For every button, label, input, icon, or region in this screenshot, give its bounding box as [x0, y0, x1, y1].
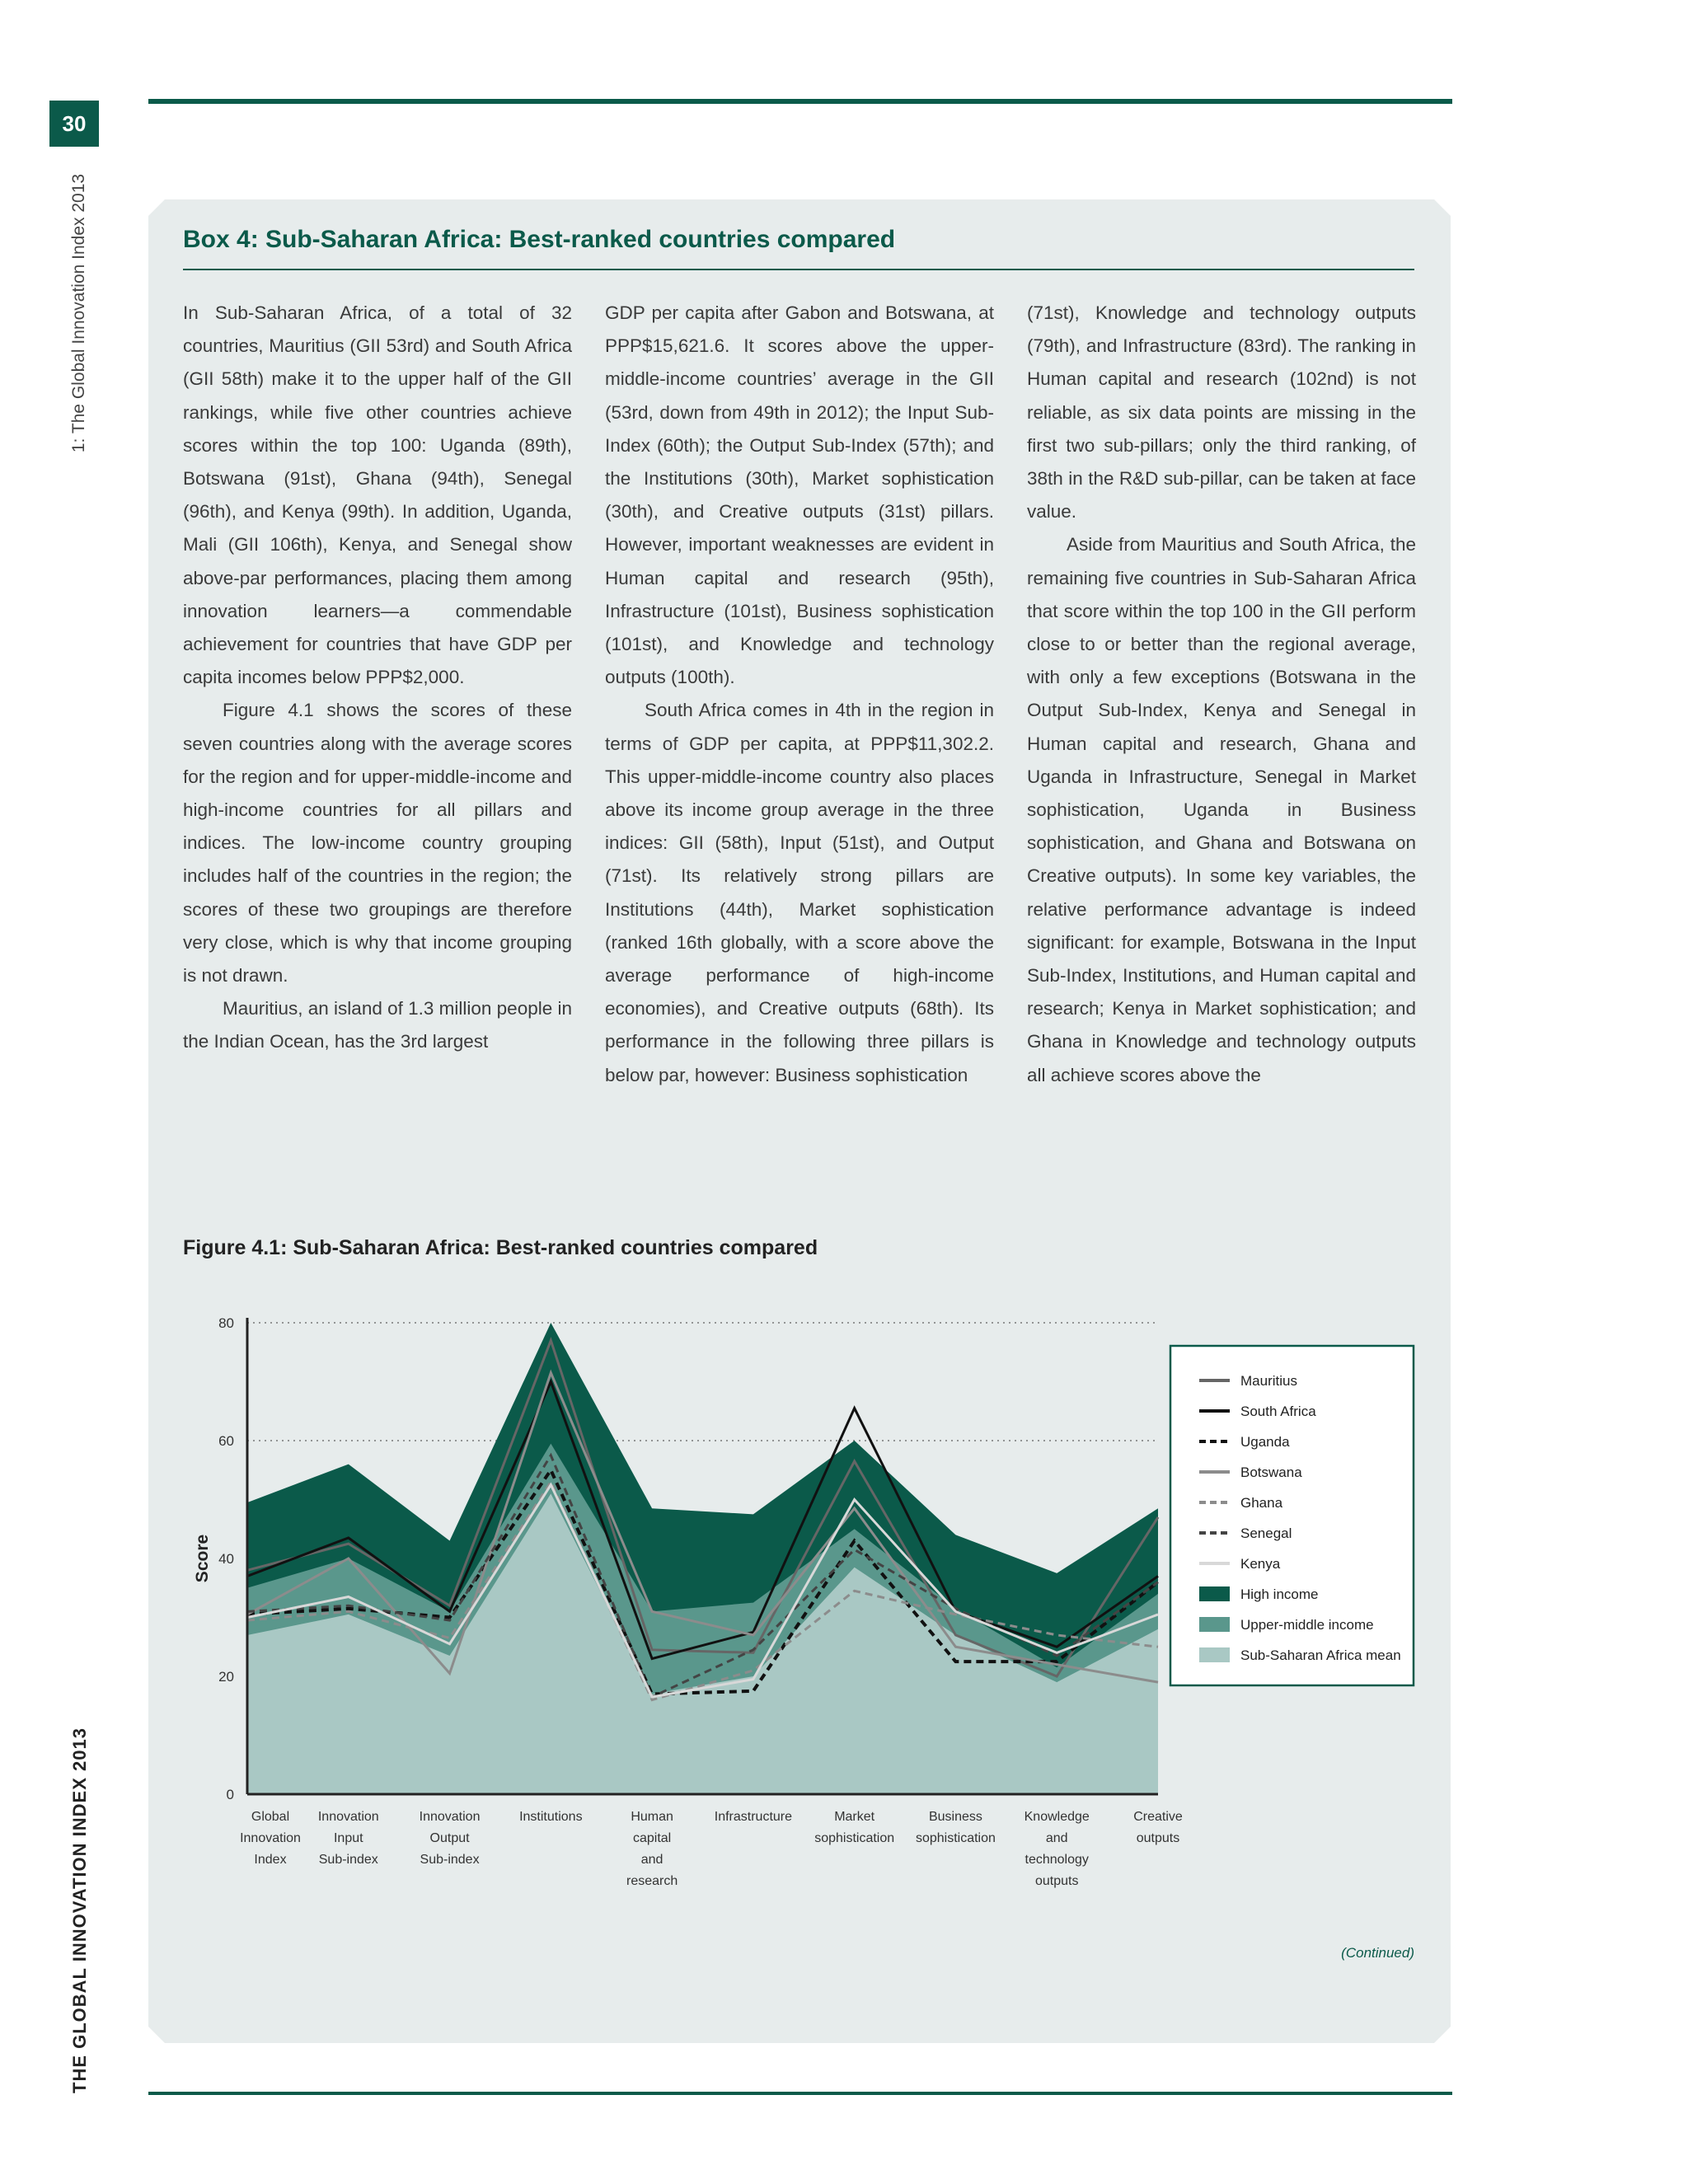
y-tick-label: 20 [218, 1669, 234, 1685]
paragraph: Aside from Mauritius and South Africa, the remaining five countries in Sub-Saharan Africa that score within the top 100 in the GII perform close to or better than the regional average, with only a few exceptions (Botswana in the Output Sub-Index, Kenya and Senegal in Human capital and research, Ghana and Uganda in Infrastructure, Senegal in Market sophistication, Uganda in Business sophistication, and Ghana and Botswana on Creative outputs). In some key variables, the relative performance advantage is indeed significant: for example, Botswana in the Input Sub-Index, Institutions, and Human capital and research; Kenya in Market sophistication; and Ghana in Knowledge and technology outputs all achieve scores above the [1027, 534, 1416, 1085]
legend-label: Mauritius [1240, 1373, 1297, 1389]
paragraph: Figure 4.1 shows the scores of these seven countries along with the average scores for the region and for upper-middle-income and high-income countries for all pillars and indices. The low-income country grouping includes half of the countries in the region; the scores of these two groupings are therefore very close, which is why that income grouping is not drawn. [183, 700, 572, 987]
legend-label: Upper-middle income [1240, 1617, 1374, 1633]
x-tick-label: Infrastructure [714, 1810, 793, 1824]
y-tick-label: 80 [218, 1315, 234, 1331]
x-tick-label: Business sophistication [915, 1810, 996, 1845]
y-tick-label: 60 [218, 1433, 234, 1449]
x-tick-label: Creative outputs [1133, 1810, 1183, 1845]
x-tick-label: Knowledge and technology outputs [1024, 1810, 1090, 1888]
x-tick-label: Global Innovation Index [240, 1810, 301, 1867]
x-tick-label: Market sophistication [814, 1810, 895, 1845]
y-axis-label: Score [193, 1534, 212, 1583]
page-number: 30 [49, 101, 99, 147]
box-title: Box 4: Sub-Saharan Africa: Best-ranked countries compared [183, 226, 896, 253]
x-tick-label: Innovation Output Sub-index [419, 1810, 481, 1867]
legend-label: Ghana [1240, 1495, 1283, 1511]
continued-note: (Continued) [1341, 1945, 1414, 1961]
legend-swatch-high-income [1199, 1586, 1230, 1601]
bottom-rule [148, 2092, 1452, 2095]
y-tick-label: 0 [226, 1787, 234, 1802]
legend-label: South Africa [1240, 1404, 1316, 1419]
legend-label: High income [1240, 1586, 1319, 1602]
legend-label: Uganda [1240, 1434, 1290, 1450]
side-footer: THE GLOBAL INNOVATION INDEX 2013 [69, 1727, 90, 2093]
paragraph: Mauritius, an island of 1.3 million people in the Indian Ocean, has the 3rd largest [183, 998, 572, 1052]
legend-swatch-upper-middle-income [1199, 1617, 1230, 1632]
legend-label: Kenya [1240, 1556, 1281, 1572]
legend-swatch-sub-saharan-africa-mean [1199, 1647, 1230, 1662]
figure-title: Figure 4.1: Sub-Saharan Africa: Best-ranked countries compared [183, 1236, 818, 1259]
y-tick-label: 40 [218, 1551, 234, 1567]
legend-label: Senegal [1240, 1526, 1292, 1541]
paragraph: GDP per capita after Gabon and Botswana, at PPP$15,621.6. It scores above the upper-middle-income countries’ average in the GII (53rd, down from 49th in 2012); the Input Sub-Index (60th); the Output Sub-Index (57th); and the Institutions (30th), Market sophistication (30th), and Creative outputs (31st) pillars. However, important weaknesses are evident in Human capital and research (95th), Infrastructure (101st), Business sophistication (101st), and Knowledge and technology outputs (100th). [605, 302, 994, 688]
legend-label: Sub-Saharan Africa mean [1240, 1647, 1401, 1663]
x-tick-label: Human capital and research [626, 1810, 678, 1888]
legend-box [1170, 1346, 1414, 1685]
paragraph: In Sub-Saharan Africa, of a total of 32 countries, Mauritius (GII 53rd) and South Africa (GII 58th) make it to the upper half of the GII rankings, while five other countries achieve scores within the top 100: Uganda (89th), Botswana (91st), Ghana (94th), Senegal (96th), and Kenya (99th). In addition, Uganda, Mali (GII 106th), Kenya, and Senegal show above-par performances, placing them among innovation learners—a commendable achievement for countries that have GDP per capita incomes below PPP$2,000. [183, 302, 572, 688]
x-tick-label: Innovation Input Sub-index [317, 1810, 379, 1867]
x-tick-label: Institutions [519, 1810, 583, 1824]
running-head: 1: The Global Innovation Index 2013 [69, 173, 88, 453]
paragraph: South Africa comes in 4th in the region in terms of GDP per capita, at PPP$11,302.2. This upper-middle-income country also places above its income group average in the three indices: GII (58th), Input (51st), and Output (71st). Its relatively strong pillars are Institutions (44th), Market sophistication (ranked 16th globally, with a score above the average performance of high-income economies), and Creative outputs (68th). Its performance in the following three pillars is below par, however: Business sophistication [605, 700, 994, 1085]
paragraph: (71st), Knowledge and technology outputs (79th), and Infrastructure (83rd). The ranking in Human capital and research (102nd) is not reliable, as six data points are missing in the first two sub-pillars; only the third ranking, of 38th in the R&D sub-pillar, can be taken at face value. [1027, 302, 1416, 523]
legend-label: Botswana [1240, 1465, 1302, 1480]
